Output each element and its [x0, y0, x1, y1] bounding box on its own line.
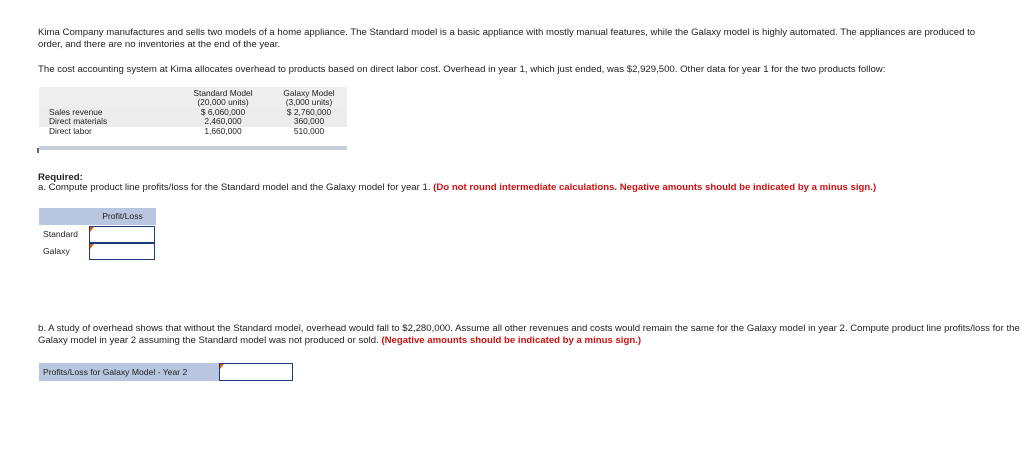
cell-standard-sales: $ 6,060,000 — [200, 107, 246, 117]
question-b-note: (Negative amounts should be indicated by a minus sign.) — [381, 335, 642, 346]
question-a-note: (Do not round intermediate calculations. Negative amounts should be indicated by a minus sign.) — [433, 182, 877, 193]
row-label-sales-revenue: Sales revenue — [49, 107, 103, 117]
row-label-direct-labor: Direct labor — [49, 126, 92, 136]
cell-standard-materials: 2,460,000 — [204, 116, 242, 126]
galaxy-profit-input[interactable] — [89, 243, 155, 260]
input-flag-icon — [90, 227, 94, 232]
table-corner-mark — [37, 148, 39, 153]
answer-row-label-standard: Standard — [43, 229, 78, 239]
required-heading: Required: — [38, 172, 83, 183]
answer-table-a — [39, 208, 156, 263]
table-bottom-rule — [39, 146, 347, 150]
question-b — [38, 323, 1023, 347]
intro-paragraph-1: Kima Company manufactures and sells two models of a home appliance. The Standard model is a basic appliance with mostly manual features, while the Galaxy model is highly automated. The appliances are produced to order, and there are no inventories at the end of the year. — [38, 27, 976, 50]
cell-galaxy-sales: $ 2,760,000 — [286, 107, 332, 117]
cell-galaxy-materials: 360,000 — [293, 116, 325, 126]
column-header-galaxy: Galaxy Model — [283, 88, 335, 98]
input-flag-icon — [220, 364, 224, 369]
galaxy-year2-profit-input[interactable] — [219, 363, 293, 381]
question-b-text: b. A study of overhead shows that without the Standard model, overhead would fall to $2,280,000. Assume all other revenues and costs would remain the same for the Galaxy model in year 2. Compute product line profits/loss for the Galaxy model in year 2 assuming the Standard model was not produced or sold. — [38, 323, 1020, 346]
intro-paragraph-2: The cost accounting system at Kima allocates overhead to products based on direct labor cost. Overhead in year 1, which just ended, was $2,929,500. Other data for year 1 for the two products follow: — [38, 64, 886, 75]
question-a-text: a. Compute product line profits/loss for the Standard model and the Galaxy model for year 1. — [38, 182, 431, 193]
column-units-standard: (20,000 units) — [197, 97, 249, 107]
column-units-galaxy: (3,000 units) — [285, 97, 333, 107]
cell-standard-labor: 1,660,000 — [204, 126, 242, 136]
answer-row-label-galaxy: Galaxy — [43, 246, 70, 256]
answer-header-blank — [39, 208, 89, 225]
question-a — [38, 182, 1018, 194]
answer-table-b — [39, 363, 294, 381]
row-label-direct-materials: Direct materials — [49, 116, 108, 126]
answer-header-profit-loss: Profit/Loss — [89, 208, 156, 225]
cell-galaxy-labor: 510,000 — [293, 126, 325, 136]
galaxy-year2-label: Profits/Loss for Galaxy Model - Year 2 — [39, 363, 219, 381]
standard-profit-input[interactable] — [89, 226, 155, 243]
product-data-table — [39, 87, 347, 151]
input-flag-icon — [90, 244, 94, 249]
column-header-standard: Standard Model — [193, 88, 253, 98]
